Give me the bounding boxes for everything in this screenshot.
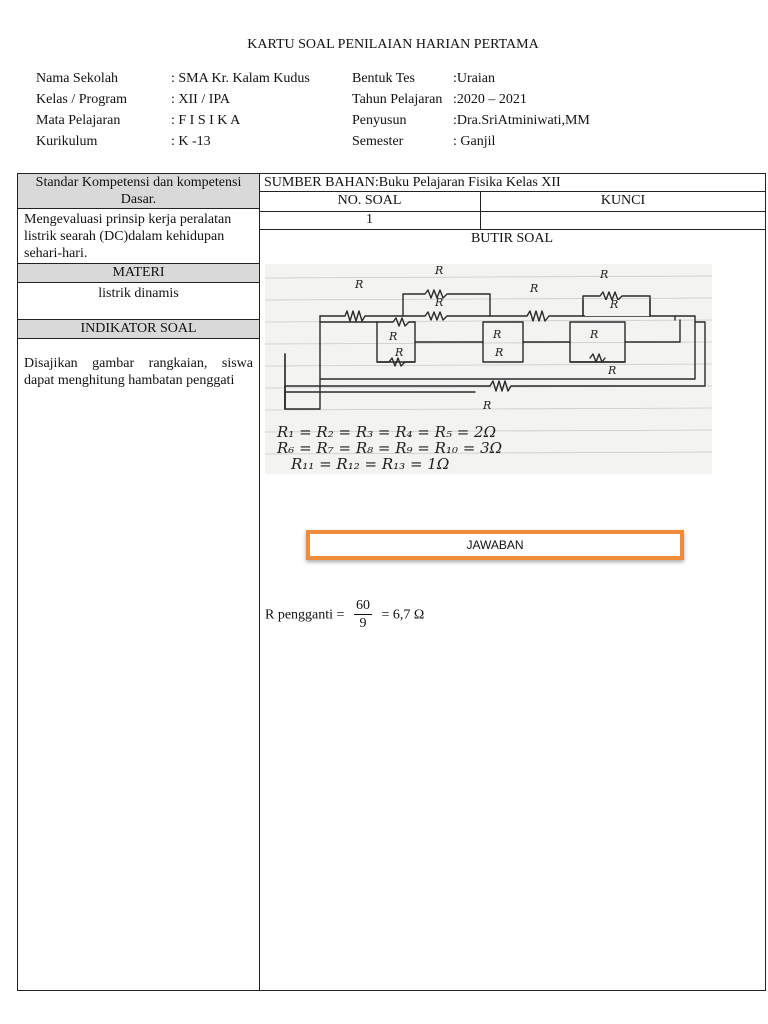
info-value-kurikulum: : K -13 <box>171 134 211 149</box>
jawaban-box <box>306 530 684 560</box>
circuit-diagram <box>265 264 712 474</box>
indikator-text: Disajikan gambar rangkaian, siswa dapat menghitung hambatan penggati <box>24 356 253 388</box>
answer-numerator: 60 <box>355 598 370 613</box>
sumber-bahan: SUMBER BAHAN:Buku Pelajaran Fisika Kelas XII <box>259 174 765 192</box>
circuit-values-line-1: R₁ = R₂ = R₃ = R₄ = R₅ = 2Ω <box>277 423 497 441</box>
answer-result: = 6,7 Ω <box>381 607 425 623</box>
indikator-header: INDIKATOR SOAL <box>18 319 259 339</box>
no-soal-value: 1 <box>259 211 481 229</box>
svg-text:R: R <box>483 399 492 412</box>
info-label-mapel: Mata Pelajaran <box>36 113 121 128</box>
info-label-semester: Semester <box>352 134 404 149</box>
svg-text:R: R <box>495 346 504 359</box>
svg-text:R: R <box>530 282 539 295</box>
info-value-mapel: : F I S I K A <box>171 113 241 128</box>
svg-text:R: R <box>600 268 609 281</box>
info-value-bentuk-tes: :Uraian <box>453 71 495 86</box>
document-title: KARTU SOAL PENILAIAN HARIAN PERTAMA <box>247 37 539 52</box>
svg-text:R: R <box>590 328 599 341</box>
info-label-kelas: Kelas / Program <box>36 92 127 107</box>
left-column <box>18 174 260 990</box>
svg-text:R: R <box>435 296 444 309</box>
info-value-nama-sekolah: : SMA Kr. Kalam Kudus <box>171 71 310 86</box>
kompetensi-header: Standar Kompetensi dan kompetensi Dasar. <box>18 174 259 209</box>
butir-soal-header: BUTIR SOAL <box>470 231 554 246</box>
jawaban-label: JAWABAN <box>466 538 524 552</box>
answer-denominator: 9 <box>359 616 367 631</box>
materi-text: listrik dinamis <box>98 286 179 301</box>
no-soal-value-row <box>259 211 765 230</box>
info-value-semester: : Ganjil <box>453 134 496 149</box>
answer-formula <box>265 598 424 633</box>
info-label-penyusun: Penyusun <box>352 113 407 128</box>
info-value-tahun: :2020 – 2021 <box>453 92 527 107</box>
svg-text:R: R <box>610 298 619 311</box>
svg-text:R: R <box>435 264 444 277</box>
info-label-tahun: Tahun Pelajaran <box>352 92 443 107</box>
svg-text:R: R <box>389 330 398 343</box>
circuit-values-line-3: R₁₁ = R₁₂ = R₁₃ = 1Ω <box>291 455 450 473</box>
svg-text:R: R <box>608 364 617 377</box>
kunci-header: KUNCI <box>600 193 646 208</box>
info-label-bentuk-tes: Bentuk Tes <box>352 71 415 86</box>
materi-header: MATERI <box>18 263 259 283</box>
answer-fraction <box>354 598 372 633</box>
svg-text:R: R <box>355 278 364 291</box>
circuit-values-line-2: R₆ = R₇ = R₈ = R₉ = R₁₀ = 3Ω <box>277 439 503 457</box>
kompetensi-text: Mengevaluasi prinsip kerja peralatan listrik searah (DC)dalam kehidupan sehari-hari. <box>24 212 232 261</box>
answer-prefix: R pengganti = <box>265 607 345 623</box>
info-label-nama-sekolah: Nama Sekolah <box>36 71 119 86</box>
svg-text:R: R <box>395 346 404 359</box>
info-value-kelas: : XII / IPA <box>171 92 230 107</box>
no-soal-kunci-header-row <box>259 192 765 212</box>
svg-text:R: R <box>493 328 502 341</box>
info-label-kurikulum: Kurikulum <box>36 134 98 149</box>
info-value-penyusun: :Dra.SriAtminiwati,MM <box>453 113 590 128</box>
no-soal-header: NO. SOAL <box>259 192 481 211</box>
